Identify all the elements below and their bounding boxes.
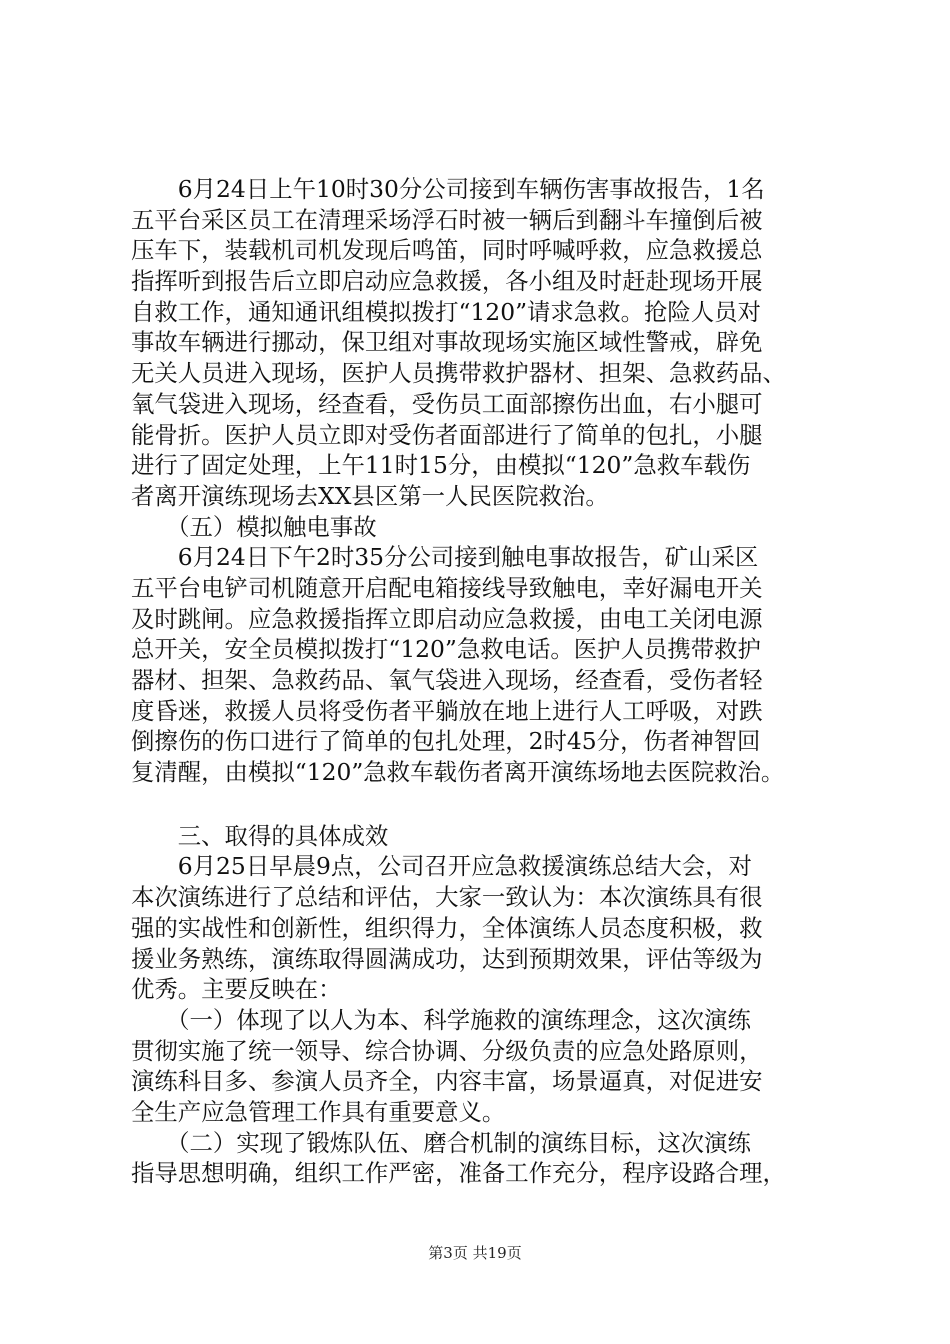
text-line: （五）模拟触电事故 — [131, 512, 377, 541]
paragraph-vehicle-accident — [131, 174, 847, 512]
text-line: 自救工作，通知通讯组模拟拨打“120”请求急救。抢险人员对 — [131, 297, 761, 326]
text-line: 能骨折。医护人员立即对受伤者面部进行了简单的包扎，小腿 — [131, 420, 763, 449]
heading-results — [131, 821, 847, 852]
text-line: 氧气袋进入现场，经查看，受伤员工面部擦伤出血，右小腿可 — [131, 389, 763, 418]
text-line: 指挥听到报告后立即启动应急救援，各小组及时赶赴现场开展 — [131, 267, 763, 296]
text-line: 6月24日下午2时35分公司接到触电事故报告，矿山采区 — [131, 543, 759, 572]
text-line: 复清醒，由模拟“120”急救车载伤者离开演练场地去医院救治。 — [131, 758, 785, 787]
text-line: 援业务熟练，演练取得圆满成功，达到预期效果，评估等级为 — [131, 944, 763, 973]
text-line: 压车下，装载机司机发现后鸣笛，同时呼喊呼救，应急救援总 — [131, 236, 763, 265]
document-body — [131, 174, 847, 1189]
text-line: 进行了固定处理，上午11时15分，由模拟“120”急救车载伤 — [131, 451, 751, 480]
text-line: 者离开演练现场去XX县区第一人民医院救治。 — [131, 481, 609, 510]
text-line: 无关人员进入现场，医护人员携带救护器材、担架、急救药品、 — [131, 359, 786, 388]
text-line: 及时跳闸。应急救援指挥立即启动应急救援，由电工关闭电源 — [131, 604, 763, 633]
text-line: 事故车辆进行挪动，保卫组对事故现场实施区域性警戒，辟免 — [131, 328, 763, 357]
text-line: 五平台采区员工在清理采场浮石时被一辆后到翻斗车撞倒后被 — [131, 205, 763, 234]
text-line: 倒擦伤的伤口进行了简单的包扎处理，2时45分，伤者神智回 — [131, 727, 761, 756]
heading-electric-shock — [131, 512, 847, 543]
text-line: 指导思想明确，组织工作严密，准备工作充分，程序设路合理， — [131, 1159, 786, 1188]
text-line: 6月25日早晨9点，公司召开应急救援演练总结大会，对 — [131, 852, 752, 881]
text-line: 强的实战性和创新性，组织得力，全体演练人员态度积极，救 — [131, 913, 763, 942]
text-line: 度昏迷，救援人员将受伤者平躺放在地上进行人工呼吸，对跌 — [131, 696, 763, 725]
text-line: 贯彻实施了统一领导、综合协调、分级负责的应急处路原则， — [131, 1036, 763, 1065]
paragraph-spacer — [131, 788, 847, 821]
text-line: 6月24日上午10时30分公司接到车辆伤害事故报告，1名 — [131, 175, 765, 203]
text-line: 器材、担架、急救药品、氧气袋进入现场，经查看，受伤者轻 — [131, 666, 763, 694]
page-number-footer: 第3页 共19页 — [428, 1244, 522, 1262]
text-line: 演练科目多、参演人员齐全，内容丰富，场景逼真，对促进安 — [131, 1067, 763, 1096]
text-line: 三、取得的具体成效 — [131, 821, 389, 850]
text-line: 本次演练进行了总结和评估，大家一致认为：本次演练具有很 — [131, 883, 763, 912]
paragraph-electric-shock — [131, 542, 847, 788]
paragraph-result-one — [131, 1005, 847, 1128]
text-line: 五平台电铲司机随意开启配电箱接线导致触电，幸好漏电开关 — [131, 573, 763, 602]
paragraph-result-two — [131, 1128, 847, 1189]
text-line: 优秀。主要反映在： — [131, 975, 342, 1004]
text-line: 全生产应急管理工作具有重要意义。 — [131, 1097, 506, 1126]
text-line: （一）体现了以人为本、科学施救的演练理念，这次演练 — [131, 1005, 751, 1034]
text-line: 总开关，安全员模拟拨打“120”急救电话。医护人员携带救护 — [131, 635, 761, 664]
paragraph-summary-meeting — [131, 851, 847, 1004]
text-line: （二）实现了锻炼队伍、磨合机制的演练目标，这次演练 — [131, 1128, 751, 1157]
